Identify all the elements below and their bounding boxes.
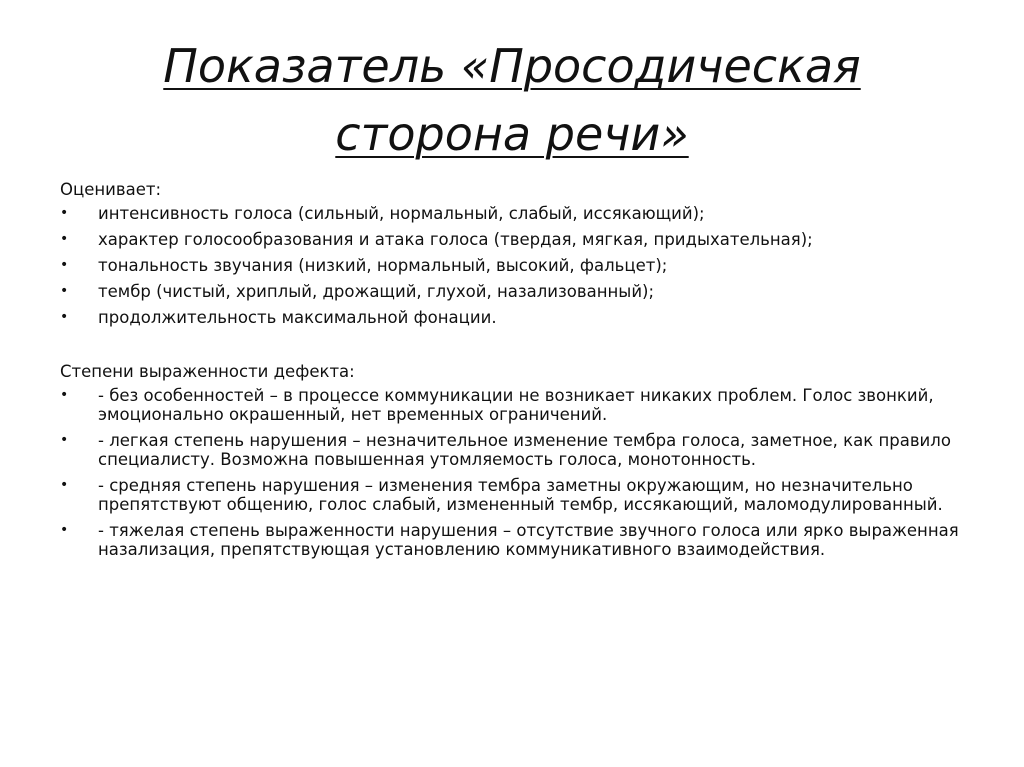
list-item-text: - без особенностей – в процессе коммуникации не возникает никаких проблем. Голос звонкий, эмоционально окрашенный, нет временных ограничений. bbox=[98, 386, 934, 424]
bullet-icon: • bbox=[60, 387, 69, 403]
assessment-heading: Оценивает: bbox=[60, 180, 162, 199]
slide-body bbox=[60, 178, 960, 566]
bullet-icon: • bbox=[60, 283, 69, 299]
list-item-text: продолжительность максимальной фонации. bbox=[98, 308, 497, 327]
slide-title-line-1: Показатель «Просодическая bbox=[163, 39, 861, 93]
list-item-text: - средняя степень нарушения – изменения тембра заметны окружающим, но незначительно препятствуют общению, голос слабый, измененный тембр, иссякающий, маломодулированный. bbox=[98, 476, 943, 514]
bullet-icon: • bbox=[60, 257, 69, 273]
list-item bbox=[60, 476, 960, 514]
bullet-icon: • bbox=[60, 205, 69, 221]
bullet-icon: • bbox=[60, 231, 69, 247]
bullet-icon: • bbox=[60, 309, 69, 325]
list-item-text: - легкая степень нарушения – незначительное изменение тембра голоса, заметное, как правило специалисту. Возможна повышенная утомляемость голоса, монотонность. bbox=[98, 431, 951, 469]
list-item-text: характер голосообразования и атака голоса (твердая, мягкая, придыхательная); bbox=[98, 230, 813, 249]
list-item-text: интенсивность голоса (сильный, нормальный, слабый, иссякающий); bbox=[98, 204, 705, 223]
list-item bbox=[60, 204, 960, 223]
list-item-text: тембр (чистый, хриплый, дрожащий, глухой, назализованный); bbox=[98, 282, 655, 301]
list-item bbox=[60, 521, 960, 559]
list-item-text: тональность звучания (низкий, нормальный, высокий, фальцет); bbox=[98, 256, 668, 275]
section-spacer bbox=[60, 334, 960, 360]
list-item-text: - тяжелая степень выраженности нарушения – отсутствие звучного голоса или ярко выраженная назализация, препятствующая установлению коммуникативного взаимодействия. bbox=[98, 521, 959, 559]
list-item bbox=[60, 386, 960, 424]
list-item bbox=[60, 256, 960, 275]
list-item bbox=[60, 282, 960, 301]
assessment-list bbox=[60, 204, 960, 327]
list-item bbox=[60, 308, 960, 327]
severity-heading: Степени выраженности дефекта: bbox=[60, 362, 355, 381]
list-item bbox=[60, 230, 960, 249]
list-item bbox=[60, 431, 960, 469]
slide-title-line-2: сторона речи» bbox=[335, 107, 689, 161]
slide-title bbox=[60, 32, 964, 168]
bullet-icon: • bbox=[60, 522, 69, 538]
bullet-icon: • bbox=[60, 477, 69, 493]
severity-list bbox=[60, 386, 960, 559]
bullet-icon: • bbox=[60, 432, 69, 448]
